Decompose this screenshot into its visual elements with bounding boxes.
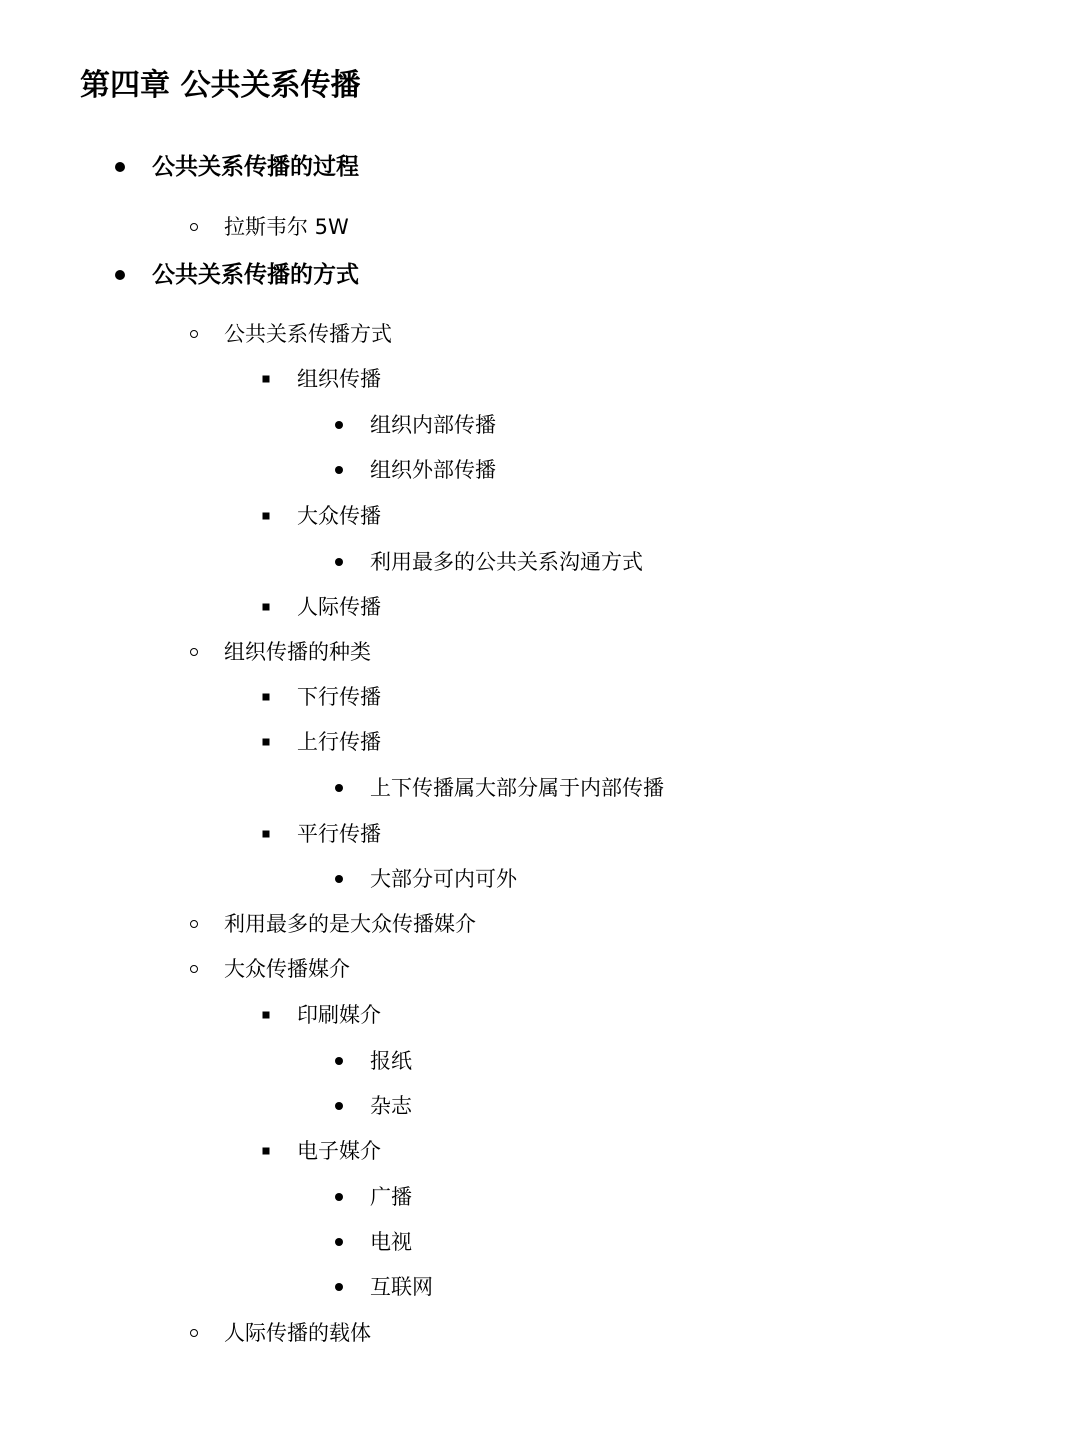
outline-item-text: 利用最多的公共关系沟通方式 [370,550,643,574]
outline-item-level-4 [0,1088,1080,1124]
disc-bullet-icon [329,1088,349,1124]
outline-item-text: 杂志 [370,1094,412,1118]
square-bullet-icon [256,724,276,760]
circle-bullet-icon [184,209,204,245]
outline-item-level-4 [0,861,1080,897]
outline-item-level-3 [0,1133,1080,1169]
outline-item-level-4 [0,1269,1080,1305]
outline-item-level-2 [0,906,1080,942]
outline-item-level-3 [0,589,1080,625]
outline-item-text: 组织外部传播 [370,458,496,482]
square-bullet-icon [256,816,276,852]
disc-bullet-icon [329,770,349,806]
outline-item-level-2 [0,634,1080,670]
outline-item-level-4 [0,1224,1080,1260]
outline-item-text: 大众传播媒介 [224,957,350,981]
outline-item-level-1 [0,149,1080,185]
outline-item-text: 拉斯韦尔 5W [224,215,349,239]
outline-item-text: 电视 [370,1230,412,1254]
disc-bullet-icon [329,861,349,897]
page-title: 第四章 公共关系传播 [80,68,361,103]
outline-item-level-3 [0,997,1080,1033]
disc-bullet-icon [110,149,130,185]
outline-item-text: 上行传播 [297,730,381,754]
outline-item-level-4 [0,1179,1080,1215]
outline-item-text: 报纸 [370,1049,412,1073]
square-bullet-icon [256,361,276,397]
disc-bullet-icon [329,1043,349,1079]
outline-item-level-4 [0,770,1080,806]
outline-item-level-3 [0,361,1080,397]
outline-item-text: 组织内部传播 [370,413,496,437]
square-bullet-icon [256,1133,276,1169]
disc-bullet-icon [329,1179,349,1215]
square-bullet-icon [256,679,276,715]
square-bullet-icon [256,498,276,534]
outline-item-level-2 [0,209,1080,245]
outline-item-text: 公共关系传播的方式 [152,262,359,288]
circle-bullet-icon [184,906,204,942]
square-bullet-icon [256,997,276,1033]
outline-item-level-4 [0,544,1080,580]
outline-item-text: 广播 [370,1185,412,1209]
outline-item-text: 人际传播的载体 [224,1321,371,1345]
outline-item-text: 组织传播 [297,367,381,391]
outline-item-text: 公共关系传播的过程 [152,154,359,180]
outline-item-level-2 [0,951,1080,987]
disc-bullet-icon [329,544,349,580]
outline-item-text: 上下传播属大部分属于内部传播 [370,776,664,800]
disc-bullet-icon [329,452,349,488]
circle-bullet-icon [184,951,204,987]
disc-bullet-icon [110,257,130,293]
outline-item-level-4 [0,1043,1080,1079]
outline-item-level-3 [0,679,1080,715]
disc-bullet-icon [329,1269,349,1305]
outline-item-text: 人际传播 [297,595,381,619]
outline-item-level-3 [0,724,1080,760]
outline-item-text: 公共关系传播方式 [224,322,392,346]
circle-bullet-icon [184,316,204,352]
square-bullet-icon [256,589,276,625]
circle-bullet-icon [184,1315,204,1351]
outline-item-text: 互联网 [370,1275,433,1299]
outline-item-text: 电子媒介 [297,1139,381,1163]
outline-item-text: 大众传播 [297,504,381,528]
outline-item-text: 印刷媒介 [297,1003,381,1027]
disc-bullet-icon [329,407,349,443]
outline-item-text: 组织传播的种类 [224,640,371,664]
outline-item-level-2 [0,316,1080,352]
outline-item-level-4 [0,452,1080,488]
outline-item-level-2 [0,1315,1080,1351]
outline-item-level-3 [0,816,1080,852]
disc-bullet-icon [329,1224,349,1260]
outline-item-level-1 [0,257,1080,293]
outline-item-level-4 [0,407,1080,443]
outline-item-text: 平行传播 [297,822,381,846]
outline-item-text: 下行传播 [297,685,381,709]
circle-bullet-icon [184,634,204,670]
outline-item-text: 大部分可内可外 [370,867,517,891]
outline-item-text: 利用最多的是大众传播媒介 [224,912,476,936]
outline-item-level-3 [0,498,1080,534]
